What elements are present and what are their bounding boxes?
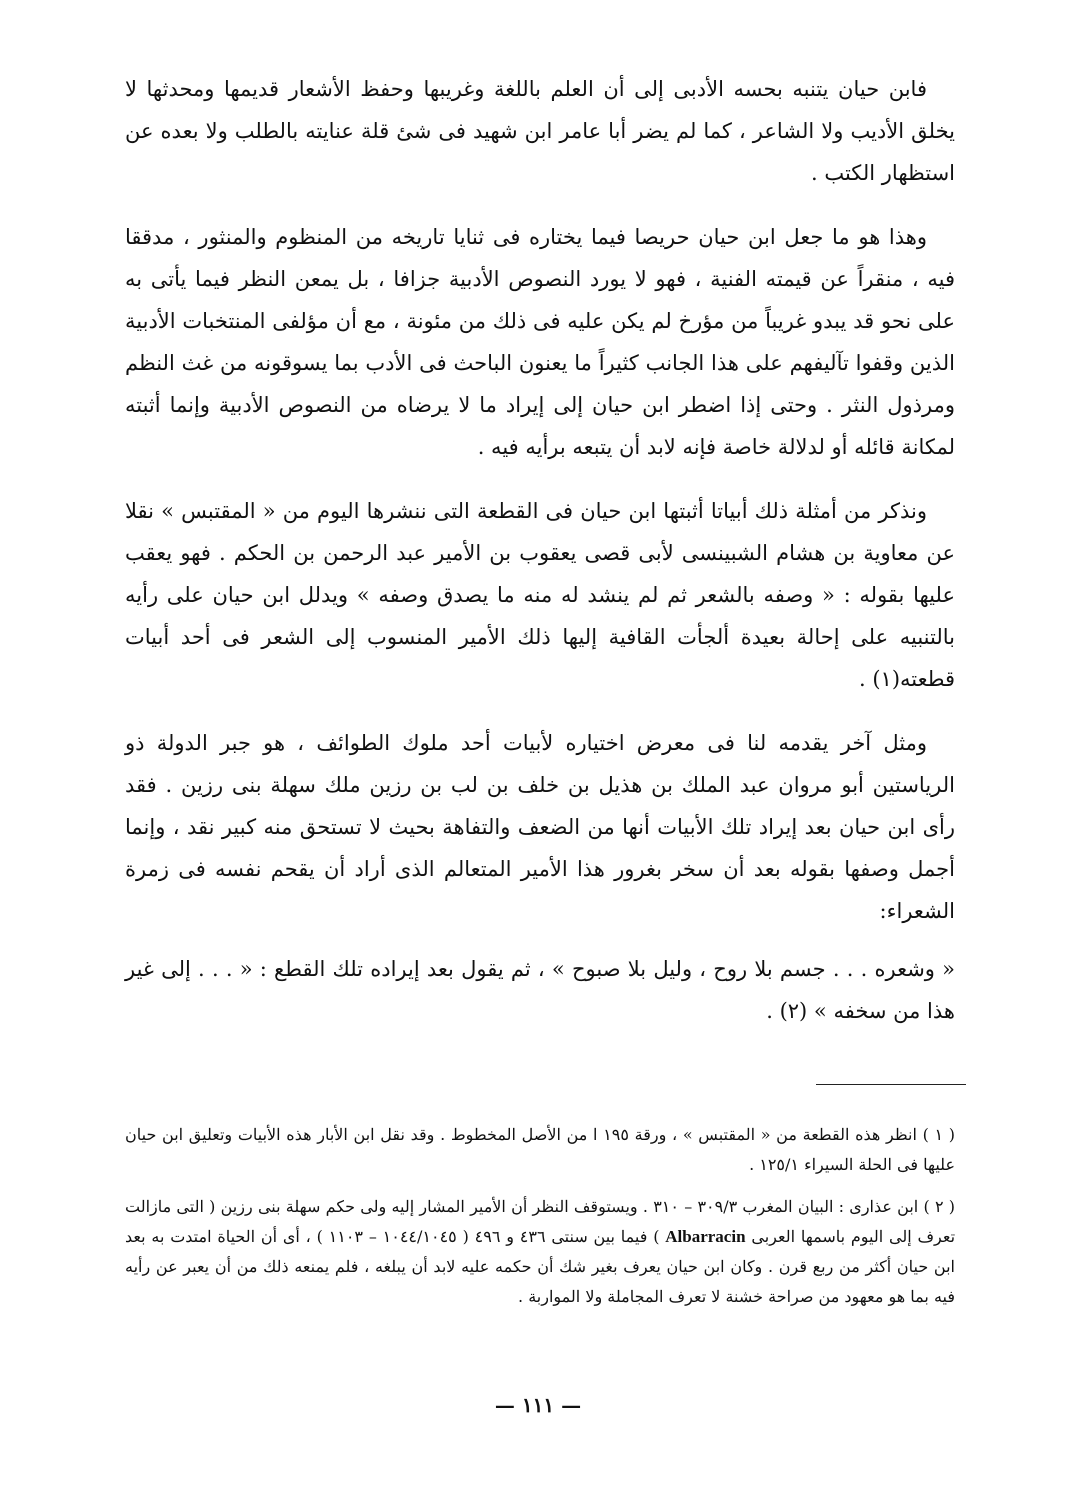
footnote-separator — [816, 1084, 966, 1085]
footnote-1: ( ١ ) انظر هذه القطعة من « المقتبس » ، ورقة ١٩٥ ا من الأصل المخطوط . وقد نقل ابن الأبار هذه الأبيات وتعليق ابن حيان عليها فى الحلة السيراء ١٢٥/١ . — [125, 1125, 956, 1174]
footnotes — [125, 1120, 955, 1324]
main-text — [125, 68, 955, 1054]
paragraph-2: وهذا هو ما جعل ابن حيان حريصا فيما يختاره فى ثنايا تاريخه من المنظوم والمنثور ، مدققا فيه ، منقراً عن قيمته الفنية ، فهو لا يورد النصوص الأدبية جزافا ، بل يمعن النظر فيما يأتى به على نحو قد يبدو غريباً من مؤرخ لم يكن عليه فى ذلك من مئونة ، مع أن مؤلفى المنتخبات الأدبية الذين وقفوا تآليفهم على هذا الجانب كثيراً ما يعنون الباحث فى الأدب بما يسوقونه من غث النظم ومرذول النثر . وحتى إذا اضطر ابن حيان إلى إيراد ما لا يرضاه من النصوص الأدبية وإنما أثبته لمكانة قائله أو لدلالة خاصة فإنه لابد أن يتبعه برأيه فيه . — [125, 225, 955, 459]
paragraph-4: ومثل آخر يقدمه لنا فى معرض اختياره لأبيات أحد ملوك الطوائف ، هو جبر الدولة ذو الرياستين أبو مروان عبد الملك بن هذيل بن خلف بن لب بن رزين ملك سهلة بنى رزين . فقد رأى ابن حيان بعد إيراد تلك الأبيات أنها من الضعف والتفاهة بحيث لا تستحق منه كبير نقد ، وإنما أجمل وصفها بقوله بعد أن سخر بغرور هذا الأمير المتعالم الذى أراد أن يقحم نفسه فى زمرة الشعراء: — [125, 731, 955, 923]
footnote-2-text-b: ) فيما بين سنتى ٤٣٦ و ٤٩٦ ( ١٠٤٤/١٠٤٥ – ١١٠٣ ) ، أى أن الحياة امتدت به بعد ابن حيان أكثر من ربع قرن . وكان ابن حيان يعرف بغير شك أن حكمه عليه لابد أن يبلغه ، فلم يمنعه ذلك من أن يعبر عن رأيه فيه بما هو معهود من صراحة خشنة لا تعرف المجاملة ولا المواربة . — [125, 1227, 955, 1306]
footnote-2 — [125, 1192, 955, 1312]
paragraph-5-quote: « وشعره . . . جسم بلا روح ، وليل بلا صبوح » ، ثم يقول بعد إيراده تلك القطع : « . . . إلى غير هذا من سخفه » (٢) . — [125, 957, 955, 1023]
footnote-2-latin-term: Albarracin — [665, 1227, 746, 1246]
page-number: — ١١١ — — [494, 1393, 582, 1417]
footnote-2-text-a: ( ٢ ) ابن عذارى : البيان المغرب ٣٠٩/٣ – ٣١٠ . ويستوقف النظر أن الأمير المشار إليه ولى حكم سهلة بنى رزين ( التى مازالت تعرف إلى اليوم باسمها العربى — [125, 1197, 956, 1246]
paragraph-1: فابن حيان يتنبه بحسه الأدبى إلى أن العلم باللغة وغريبها وحفظ الأشعار قديمها ومحدثها لا يخلق الأديب ولا الشاعر ، كما لم يضر أبا عامر ابن شهيد فى شئ قلة عنايته بالطلب ولا بعده عن استظهار الكتب . — [125, 77, 955, 185]
paragraph-3: ونذكر من أمثلة ذلك أبياتا أثبتها ابن حيان فى القطعة التى ننشرها اليوم من « المقتبس » نقلا عن معاوية بن هشام الشبينسى لأبى قصى يعقوب بن الأمير عبد الرحمن بن الحكم . فهو يعقب عليها بقوله : « وصفه بالشعر ثم لم ينشد له منه ما يصدق وصفه » ويدلل ابن حيان على رأيه بالتنبيه على إحالة بعيدة ألجأت القافية إليها ذلك الأمير المنسوب إلى الشعر فى أحد أبيات قطعته(١) . — [125, 499, 955, 691]
